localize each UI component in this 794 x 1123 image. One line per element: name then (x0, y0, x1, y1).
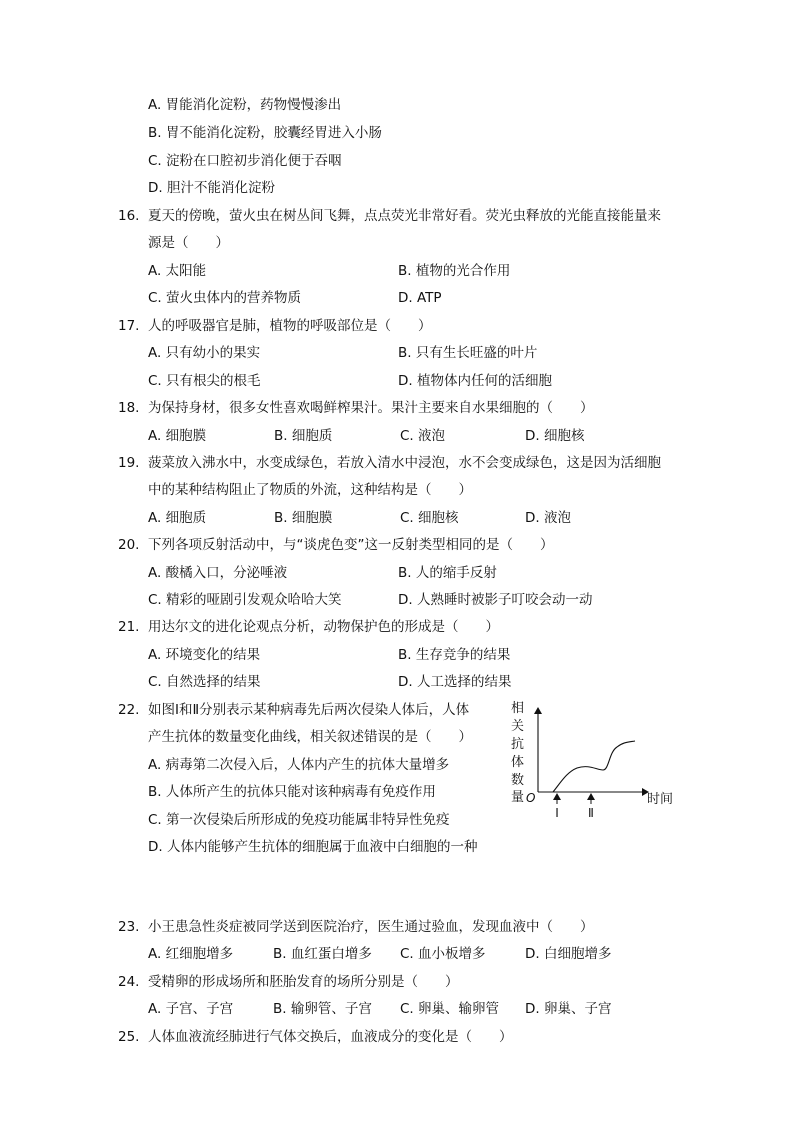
q22-stem-cont: 产生抗体的数量变化曲线，相关叙述错误的是（ ） (148, 729, 472, 745)
q16-stem: 16. 夏天的傍晚，萤火虫在树丛间飞舞，点点荧光非常好看。荧光虫释放的光能直接能量来 (118, 208, 661, 224)
y-axis-label (511, 700, 524, 805)
q19-option-b: B. 细胞膜 (274, 510, 333, 526)
q15-option-d: D. 胆汁不能消化淀粉 (148, 180, 275, 196)
q22-option-b: B. 人体所产生的抗体只能对该种病毒有免疫作用 (148, 784, 436, 800)
q20-option-c: C. 精彩的哑剧引发观众哈哈大笑 (148, 592, 342, 608)
q15-option-a: A. 胃能消化淀粉，药物慢慢渗出 (148, 97, 342, 113)
q24-option-a: A. 子宫、子宫 (148, 1001, 234, 1017)
y-label-char: 抗 (511, 737, 525, 752)
q19-stem-cont: 中的某种结构阻止了物质的外流，这种结构是（ ） (148, 482, 472, 498)
q16-option-b: B. 植物的光合作用 (398, 263, 511, 279)
q18-option-b: B. 细胞质 (274, 428, 333, 444)
q21-option-c: C. 自然选择的结果 (148, 674, 261, 690)
y-label-char: 体 (511, 755, 525, 770)
q18-stem: 18. 为保持身材，很多女性喜欢喝鲜榨果汁。果汁主要来自水果细胞的（ ） (118, 400, 594, 416)
q24-stem: 24. 受精卵的形成场所和胚胎发育的场所分别是（ ） (118, 974, 459, 990)
q22-option-c: C. 第一次侵染后所形成的免疫功能属非特异性免疫 (148, 812, 450, 828)
marker-label-2: Ⅱ (588, 806, 594, 820)
q17-stem: 17. 人的呼吸器官是肺，植物的呼吸部位是（ ） (118, 318, 432, 334)
q23-option-b: B. 血红蛋白增多 (273, 946, 372, 962)
marker-label-1: Ⅰ (555, 806, 559, 820)
q19-stem: 19. 菠菜放入沸水中，水变成绿色，若放入清水中浸泡，水不会变成绿色，这是因为活细胞 (118, 455, 661, 471)
y-label-char: 数 (511, 773, 525, 788)
q20-option-d: D. 人熟睡时被影子叮咬会动一动 (398, 592, 593, 608)
q22-stem: 22. 如图Ⅰ和Ⅱ分别表示某种病毒先后两次侵染人体后，人体 (118, 702, 470, 718)
q19-option-c: C. 细胞核 (400, 510, 459, 526)
q22-option-a: A. 病毒第二次侵入后，人体内产生的抗体大量增多 (148, 757, 450, 773)
q16-option-d: D. ATP (398, 290, 442, 306)
q19-option-a: A. 细胞质 (148, 510, 207, 526)
q23-stem: 23. 小王患急性炎症被同学送到医院治疗，医生通过验血，发现血液中（ ） (118, 919, 594, 935)
q24-option-d: D. 卵巢、子宫 (525, 1001, 612, 1017)
q18-option-c: C. 液泡 (400, 428, 446, 444)
q15-option-b: B. 胃不能消化淀粉，胶囊经胃进入小肠 (148, 125, 382, 141)
q21-stem: 21. 用达尔文的进化论观点分析，动物保护色的形成是（ ） (118, 619, 499, 635)
q16-option-a: A. 太阳能 (148, 263, 207, 279)
q23-option-a: A. 红细胞增多 (148, 946, 234, 962)
q24-option-b: B. 输卵管、子宫 (273, 1001, 372, 1017)
q17-option-d: D. 植物体内任何的活细胞 (398, 373, 552, 389)
q20-option-a: A. 酸橘入口，分泌唾液 (148, 565, 288, 581)
q21-option-d: D. 人工选择的结果 (398, 674, 512, 690)
q16-option-c: C. 萤火虫体内的营养物质 (148, 290, 302, 306)
y-label-char: 量 (511, 790, 525, 805)
x-axis-label: 时间 (647, 792, 674, 807)
q17-option-c: C. 只有根尖的根毛 (148, 373, 261, 389)
q19-option-d: D. 液泡 (525, 510, 571, 526)
q23-option-c: C. 血小板增多 (400, 946, 486, 962)
q21-option-b: B. 生存竞争的结果 (398, 647, 511, 663)
q17-option-b: B. 只有生长旺盛的叶片 (398, 345, 538, 361)
q22-option-d: D. 人体内能够产生抗体的细胞属于血液中白细胞的一种 (148, 839, 478, 855)
q20-option-b: B. 人的缩手反射 (398, 565, 497, 581)
q20-stem: 20. 下列各项反射活动中，与“谈虎色变”这一反射类型相同的是（ ） (118, 537, 554, 553)
antibody-curve-graph (505, 700, 680, 825)
q24-option-c: C. 卵巢、输卵管 (400, 1001, 500, 1017)
y-label-char: 关 (511, 719, 525, 734)
q23-option-d: D. 白细胞增多 (525, 946, 612, 962)
q21-option-a: A. 环境变化的结果 (148, 647, 261, 663)
y-label-char: 相 (511, 701, 525, 716)
q18-option-d: D. 细胞核 (525, 428, 585, 444)
q17-option-a: A. 只有幼小的果实 (148, 345, 261, 361)
origin-label: O (526, 791, 536, 805)
q16-stem-cont: 源是（ ） (148, 235, 229, 251)
antibody-curve (553, 741, 635, 792)
q25-stem: 25. 人体血液流经肺进行气体交换后，血液成分的变化是（ ） (118, 1029, 513, 1045)
q15-option-c: C. 淀粉在口腔初步消化便于吞咽 (148, 153, 342, 169)
q18-option-a: A. 细胞膜 (148, 428, 207, 444)
